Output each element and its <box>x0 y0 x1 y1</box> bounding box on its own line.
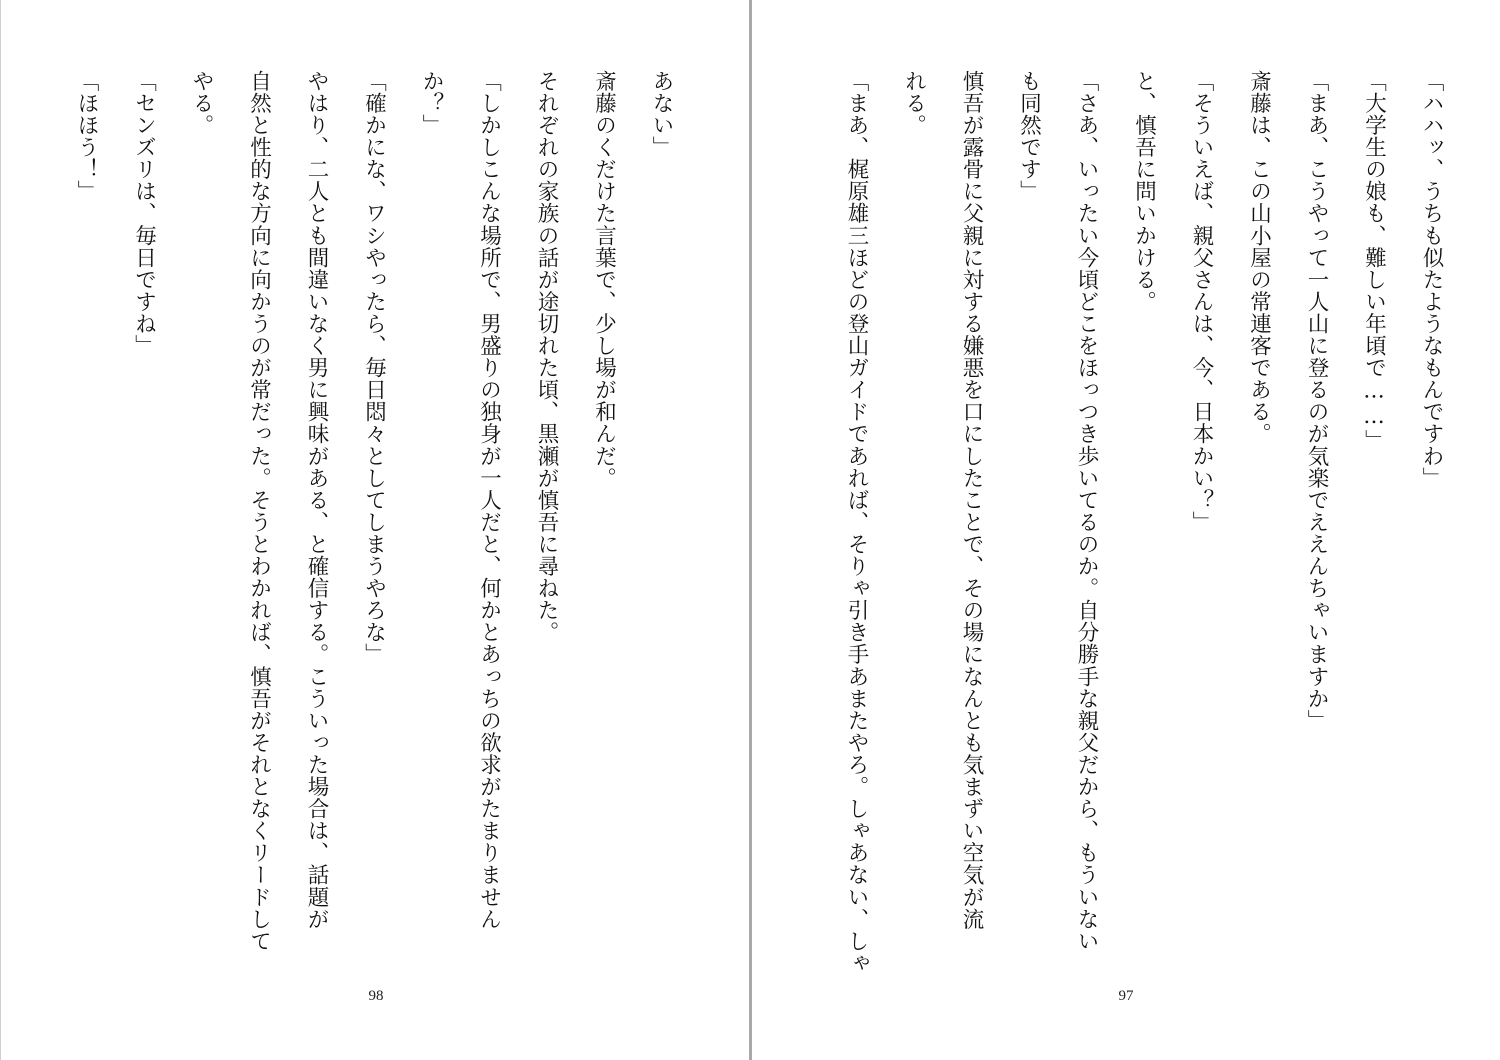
text-line: やはり、二人とも間違いなく男に興味がある、と確信する。こういった場合は、話題が <box>304 70 329 930</box>
text-line: やる。 <box>189 70 214 137</box>
text-line: か？」 <box>419 70 444 137</box>
text-line: 「確かにな、ワシやったら、毎日悶々としてしまうやろな」 <box>361 70 387 666</box>
text-line: 「ハハッ、うちも似たようなもんですわ」 <box>1419 70 1444 489</box>
text-line: れる。 <box>901 70 927 137</box>
text-line: それぞれの家族の話が途切れた頃、黒瀬が慎吾に尋ねた。 <box>534 70 559 644</box>
text-line: と、慎吾に問いかける。 <box>1131 70 1157 313</box>
text-line: 「ほほう！」 <box>74 70 99 203</box>
text-line: 斎藤は、この山小屋の常連客である。 <box>1246 70 1272 445</box>
text-line: 慎吾が露骨に父親に対する嫌悪を口にしたことで、その場になんとも気まずい空気が流 <box>959 70 984 930</box>
text-line: 「まあ、こうやって一人山に登るのが気楽でええんちゃいますか」 <box>1304 70 1329 732</box>
right-page <box>752 0 1500 1060</box>
text-line: 「そういえば、親父さんは、今、日本かい？」 <box>1189 70 1214 534</box>
page-number: 98 <box>368 988 384 1004</box>
text-line: 「しかしこんな場所で、男盛りの独身が一人だと、何かとあっちの欲求がたまりません <box>476 70 502 930</box>
text-line: も同然です」 <box>1016 70 1042 203</box>
text-line: あない」 <box>649 70 674 159</box>
text-line: 斎藤のくだけた言葉で、少し場が和んだ。 <box>591 70 617 489</box>
right-page-text <box>828 70 1461 980</box>
text-line: 自然と性的な方向に向かうのが常だった。そうとわかれば、慎吾がそれとなくリードして <box>246 70 272 952</box>
left-page-text <box>58 70 691 980</box>
text-line: 「センズリは、毎日ですね」 <box>131 70 157 357</box>
text-line: 「大学生の娘も、難しい年頃で……」 <box>1361 70 1387 452</box>
page-number: 97 <box>1118 988 1134 1004</box>
text-line: 「まあ、梶原雄三ほどの登山ガイドであれば、そりゃ引き手あまたやろ。しゃあない、しゃ <box>844 70 869 975</box>
text-line: 「さあ、いったい今頃どこをほっつき歩いてるのか。自分勝手な親父だから、もういない <box>1074 70 1099 952</box>
